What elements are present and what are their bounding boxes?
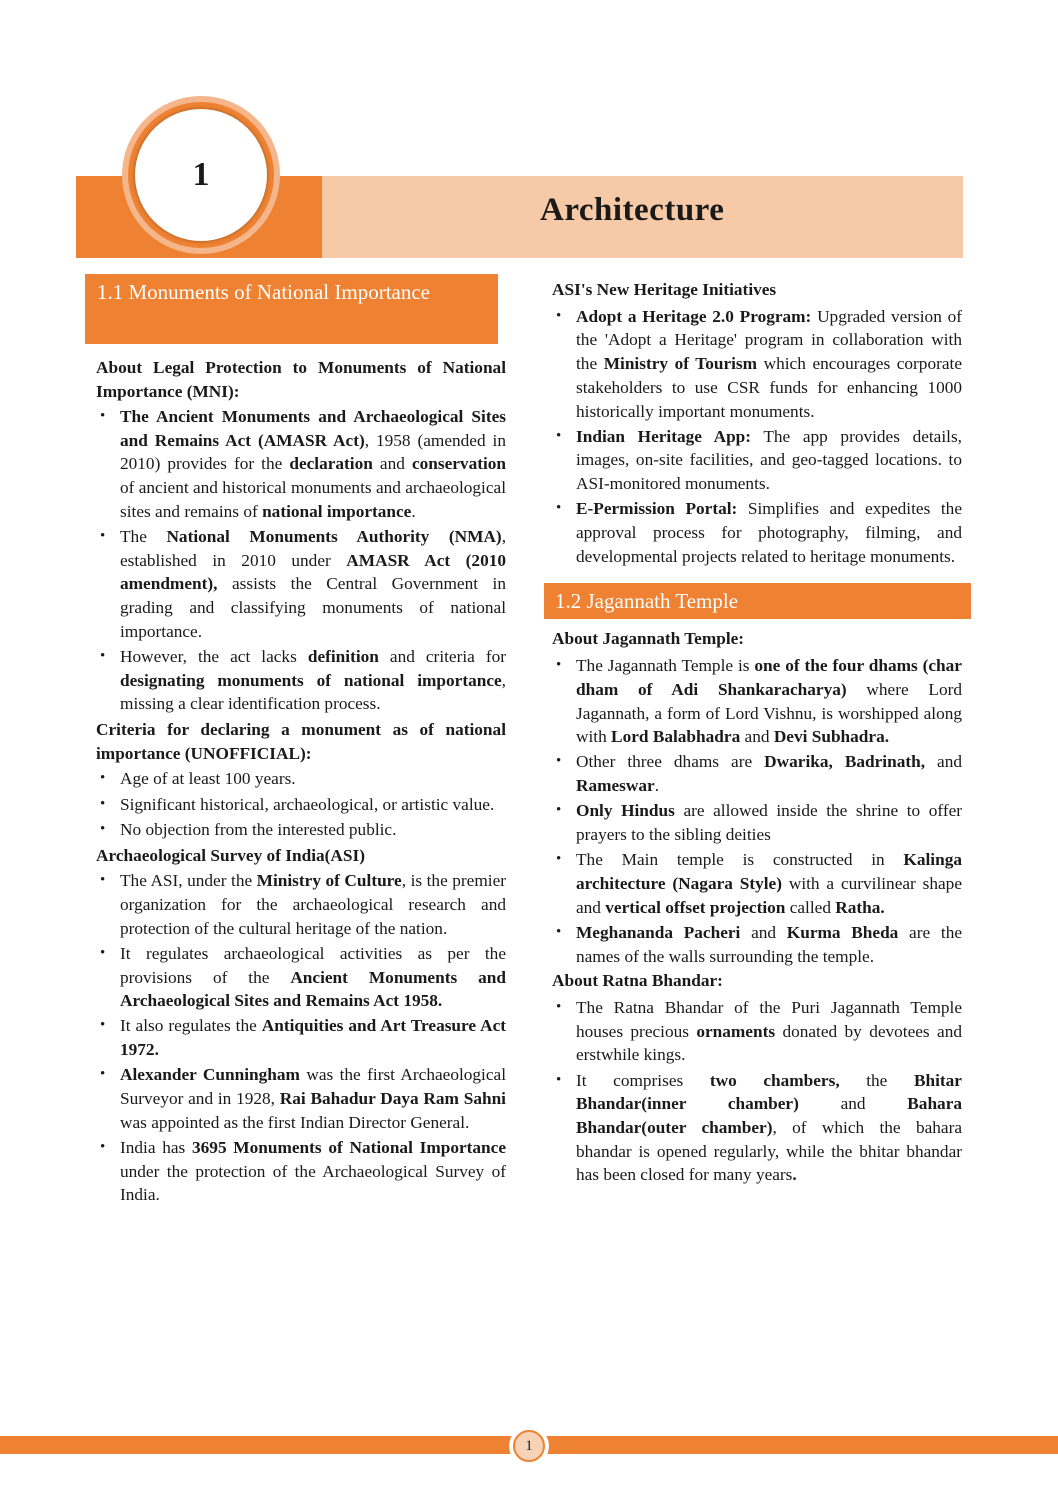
list-item: • The ASI, under the Ministry of Culture, is the premier organization for the archaeological research and protection of the cultural heritage of the nation. [96,869,506,940]
list-item: • Adopt a Heritage 2.0 Program: Upgraded version of the 'Adopt a Heritage' program in collaboration with the Ministry of Tourism which encourages corporate stakeholders to use CSR funds for enhancing 1000 historically important monuments. [552,305,962,424]
list-item: • India has 3695 Monuments of National Importance under the protection of the Archaeological Survey of India. [96,1136,506,1207]
list-item: • Alexander Cunningham was the first Archaeological Surveyor and in 1928, Rai Bahadur Daya Ram Sahni was appointed as the first Indian Director General. [96,1063,506,1134]
list-item: • The Ancient Monuments and Archaeological Sites and Remains Act (AMASR Act), 1958 (amended in 2010) provides for the declaration and conservation of ancient and historical monuments and archaeological sites and remains of national importance. [96,405,506,524]
left-column [96,356,506,1207]
chapter-number: 1 [135,109,267,241]
subheading-about-jagannath: About Jagannath Temple: [552,629,745,649]
subheading-legal-protection: About Legal Protection to Monuments of National Importance (MNI): [96,358,506,401]
section-heading-jagannath: 1.2 Jagannath Temple [544,583,971,619]
subheading-criteria: Criteria for declaring a monument as of national importance (UNOFFICIAL): [96,720,506,763]
list-item: • It also regulates the Antiquities and Art Treasure Act 1972. [96,1014,506,1061]
criteria-list [96,767,506,841]
list-item: • It comprises two chambers, the Bhitar Bhandar(inner chamber) and Bahara Bhandar(outer chamber), of which the bahara bhandar is opened regularly, while the bhitar bhandar has been closed for many years. [552,1069,962,1188]
list-item: • Other three dhams are Dwarika, Badrinath, and Rameswar. [552,750,962,797]
section-heading-monuments: 1.1 Monuments of National Importance [85,274,498,344]
list-item: • The Main temple is constructed in Kalinga architecture (Nagara Style) with a curvilinear shape and vertical offset projection called Ratha. [552,848,962,919]
legal-protection-list [96,405,506,716]
list-item: • However, the act lacks definition and criteria for designating monuments of national importance, missing a clear identification process. [96,645,506,716]
list-item: • Significant historical, archaeological, or artistic value. [96,793,506,817]
list-item: • Age of at least 100 years. [96,767,506,791]
initiatives-list [552,305,962,569]
jagannath-list [552,654,962,968]
ratna-bhandar-list [552,996,962,1187]
list-item: • The Ratna Bhandar of the Puri Jagannath Temple houses precious ornaments donated by devotees and erstwhile kings. [552,996,962,1067]
list-item: • It regulates archaeological activities as per the provisions of the Ancient Monuments and Archaeological Sites and Remains Act 1958. [96,942,506,1013]
list-item: • E-Permission Portal: Simplifies and expedites the approval process for photography, filming, and developmental projects related to heritage monuments. [552,497,962,568]
list-item: • No objection from the interested public. [96,818,506,842]
subheading-asi: Archaeological Survey of India(ASI) [96,845,365,865]
list-item: • Indian Heritage App: The app provides details, images, on-site facilities, and geo-tagged locations. to ASI-monitored monuments. [552,425,962,496]
subheading-ratna-bhandar: About Ratna Bhandar: [552,971,723,991]
list-item: • The National Monuments Authority (NMA), established in 2010 under AMASR Act (2010 amendment), assists the Central Government in grading and classifying monuments of national importance. [96,525,506,644]
list-item: • Only Hindus are allowed inside the shrine to offer prayers to the sibling deities [552,799,962,846]
page-number: 1 [513,1430,545,1462]
chapter-title: Architecture [540,192,725,228]
asi-list [96,869,506,1207]
right-column [552,278,962,1187]
list-item: • The Jagannath Temple is one of the four dhams (char dham of Adi Shankaracharya) where Lord Jagannath, a form of Lord Vishnu, is worshipped along with Lord Balabhadra and Devi Subhadra. [552,654,962,749]
subheading-initiatives: ASI's New Heritage Initiatives [552,280,777,299]
list-item: • Meghananda Pacheri and Kurma Bheda are the names of the walls surrounding the temple. [552,921,962,968]
